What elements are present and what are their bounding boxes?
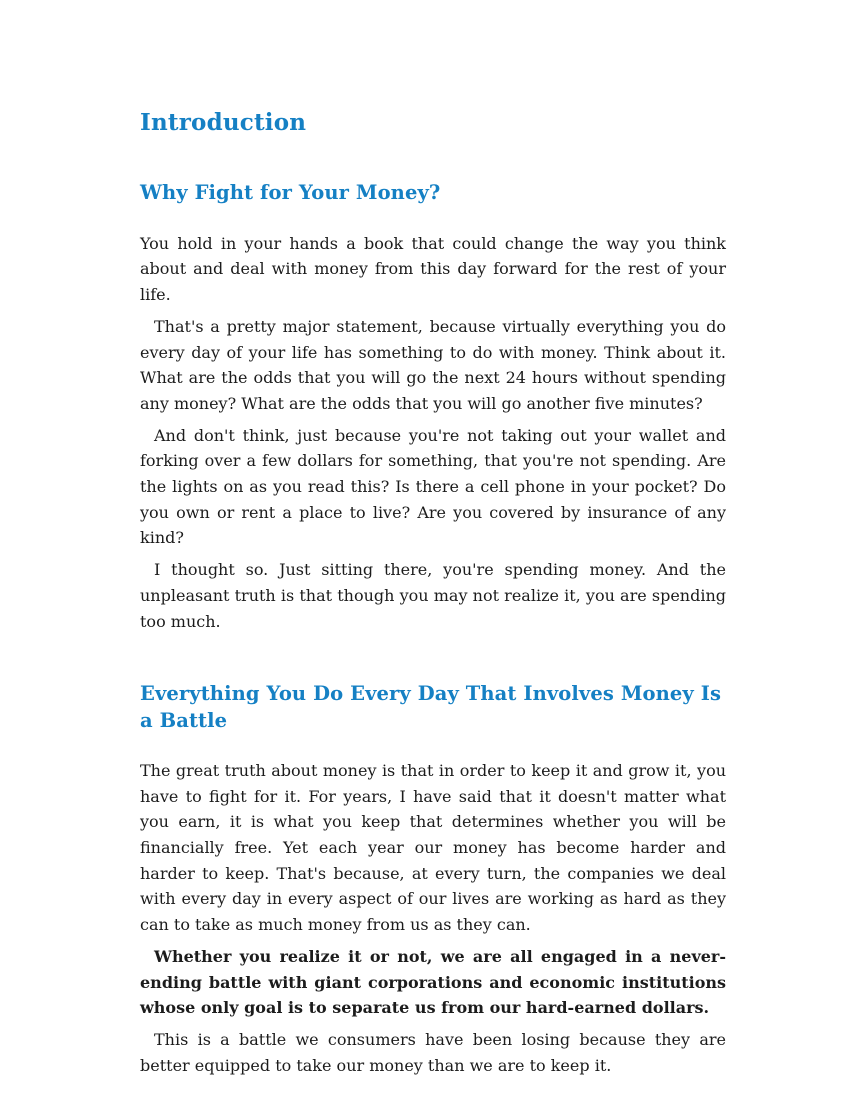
chapter-title: Introduction <box>140 109 307 136</box>
section-heading: Why Fight for Your Money? <box>140 181 441 205</box>
section-everything-is-a-battle <box>140 681 726 1078</box>
paragraph: This is a battle we consumers have been losing because they are better equipped to take our money than we are to keep it. <box>140 1029 726 1075</box>
paragraph: And don't think, just because you're not taking out your wallet and forking over a few dollars for something, that you're not spending. Are the lights on as you read this? Is there a cell phone in your pocket? Do you own or rent a place to live? Are you covered by insurance of any kind? <box>140 425 726 548</box>
paragraph-bold-emphasis: Whether you realize it or not, we are all engaged in a never-ending battle with giant corporations and economic institutions whose only goal is to separate us from our hard-earned dollars. <box>140 946 726 1018</box>
paragraph: That's a pretty major statement, because virtually everything you do every day of your life has something to do with money. Think about it. What are the odds that you will go the next 24 hours without spending any money? What are the odds that you will go another five minutes? <box>140 316 726 413</box>
paragraph: The great truth about money is that in order to keep it and grow it, you have to fight for it. For years, I have said that it doesn't matter what you earn, it is what you keep that determines whether you will be financially free. Yet each year our money has become harder and harder to keep. That's because, at every turn, the companies we deal with every day in every aspect of our lives are working as hard as they can to take as much money from us as they can. <box>140 760 726 935</box>
section-why-fight-for-your-money <box>140 180 726 634</box>
section-heading: Everything You Do Every Day That Involves Money Is a Battle <box>140 682 722 732</box>
paragraph: I thought so. Just sitting there, you're spending money. And the unpleasant truth is that though you may not realize it, you are spending too much. <box>140 560 726 631</box>
paragraph: You hold in your hands a book that could change the way you think about and deal with money from this day forward for the rest of your life. <box>140 233 726 305</box>
